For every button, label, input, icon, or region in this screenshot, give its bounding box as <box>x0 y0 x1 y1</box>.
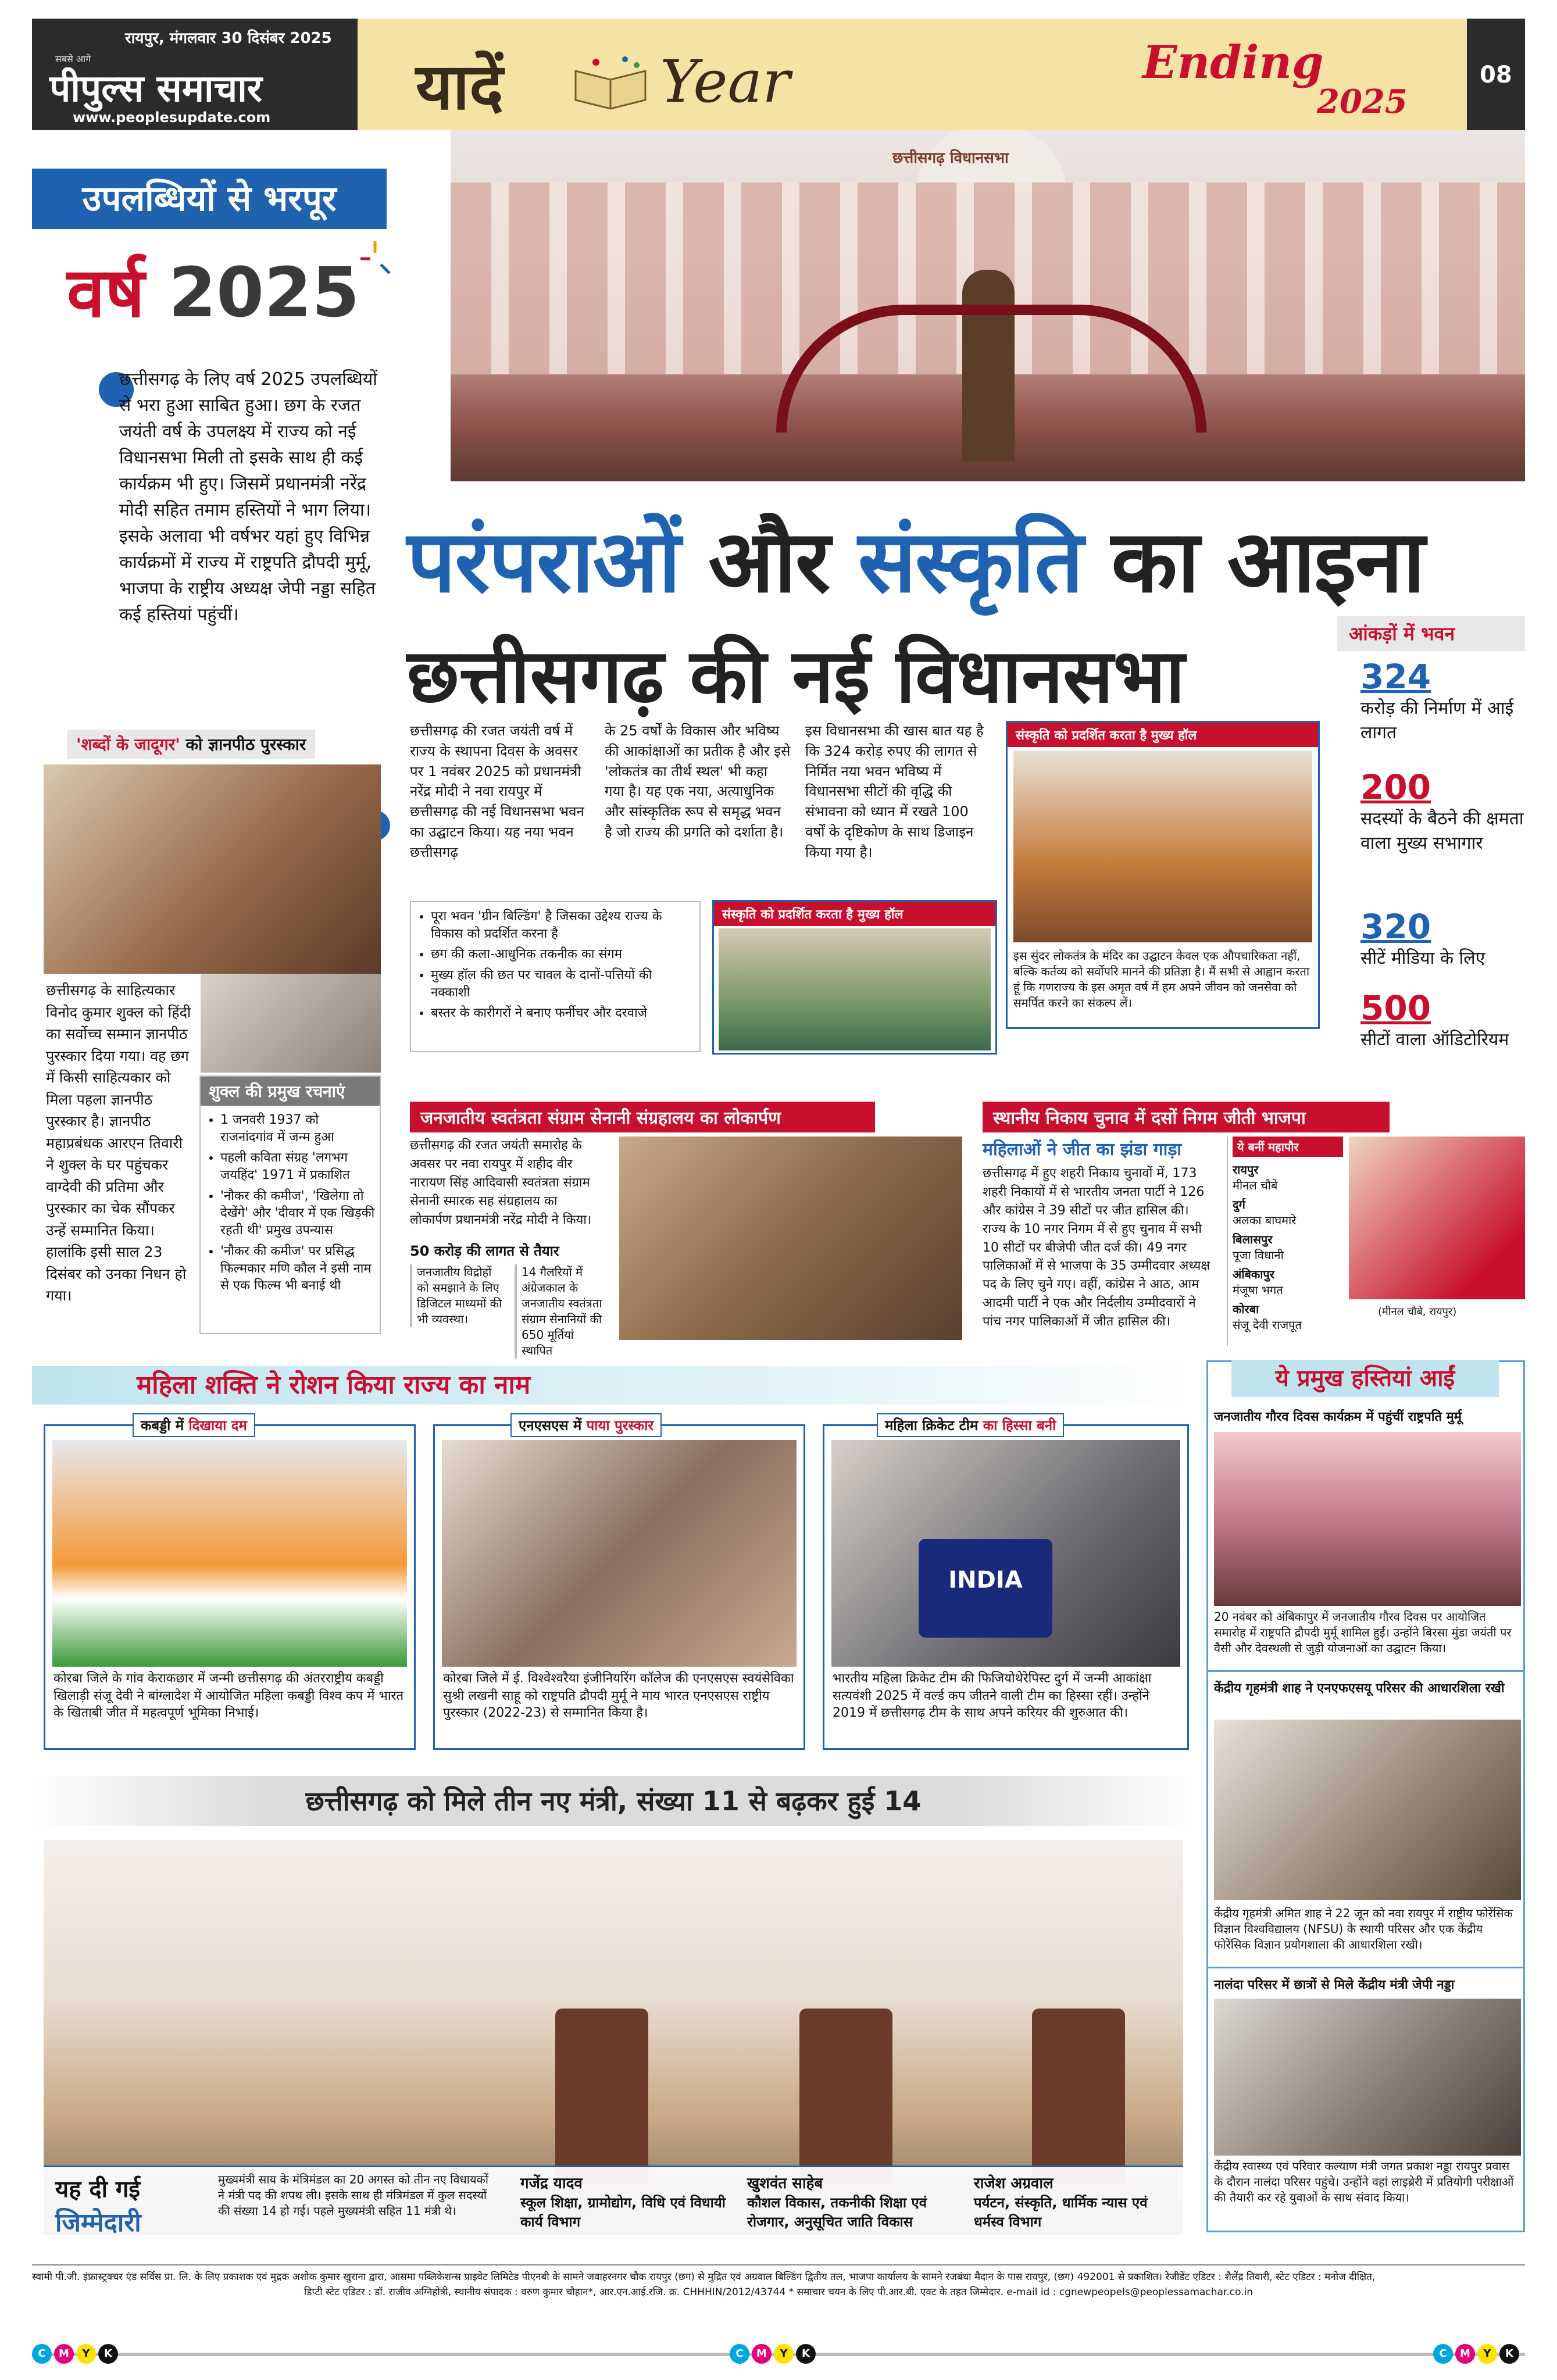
minister-entry <box>747 2172 956 2231</box>
works-title: शुक्ल की प्रमुख रचनाएं <box>201 1077 380 1106</box>
president-murmu-photo <box>1214 1432 1521 1606</box>
amit-shah-photo <box>1214 1720 1521 1900</box>
stat-number: 324 <box>1360 657 1431 696</box>
jnanpith-tag <box>67 730 315 759</box>
cmyk-c: C <box>730 2344 749 2364</box>
page-number: 08 <box>1480 62 1512 88</box>
intro-heading: उपलब्धियों से भरपूर <box>32 169 387 229</box>
stat-number: 320 <box>1360 907 1431 946</box>
jersey <box>919 1539 1052 1638</box>
masthead <box>32 19 1525 130</box>
stat-label: सीटों वाला ऑडिटोरियम <box>1360 1030 1509 1050</box>
jnanpith-tag-b: को ज्ञानपीठ पुरस्कार <box>185 735 306 754</box>
mayor-city: रायपुर <box>1233 1163 1259 1177</box>
features-list <box>416 908 695 1022</box>
work-item: • 'नौकर की कमीज' पर प्रसिद्ध फिल्मकार मणि कौल ने इसी नाम से एक फिल्म भी बनाई थी <box>220 1243 375 1295</box>
minister-dept: स्कूल शिक्षा, ग्रामोद्योग, विधि एवं विधायी कार्य विभाग <box>520 2195 726 2230</box>
minister-dept: कौशल विकास, तकनीकी शिक्षा एवं रोजगार, अनुसूचित जाति विकास <box>747 2195 927 2230</box>
museum-heading: जनजातीय स्वतंत्रता संग्राम सेनानी संग्रहालय का लोकार्पण <box>410 1102 875 1132</box>
minister-entry <box>974 2172 1177 2231</box>
intro-year-prefix: वर्ष <box>67 252 145 333</box>
minister-name: खुशवंत साहेब <box>747 2175 823 2192</box>
stat-label: करोड़ की निर्माण में आई लागत <box>1360 698 1514 743</box>
photo-caption: इस सुंदर लोकतंत्र के मंदिर का उद्घाटन केवल एक औपचारिकता नहीं, बल्कि कर्तव्य को सर्वोपरि मानने की प्रतिज्ञा है। मैं सभी से आह्वान करता हूं कि गणराज्य के इस अमृत वर्ष में हम अपने जीवन को जनसेवा को समर्पित करने का संकल्प लें। <box>1013 949 1310 1010</box>
mayor-city: बिलासपुर <box>1233 1232 1273 1246</box>
work-item: • 1 जनवरी 1937 को राजनांदगांव में जन्म हुआ <box>220 1112 375 1146</box>
museum-body: छत्तीसगढ़ की रजत जयंती समारोह के अवसर पर नवा रायपुर में शहीद वीर नारायण सिंह आदिवासी स्वतंत्रता संग्राम सेनानी स्मारक सह संग्रहालय का लोकार्पण प्रधानमंत्री नरेंद्र मोदी ने किया। <box>410 1138 592 1227</box>
jersey-text: INDIA <box>948 1567 1023 1593</box>
card-tag <box>877 1413 1064 1437</box>
mayor-name: संजू देवी राजपूत <box>1233 1318 1302 1332</box>
story-col-1: छत्तीसगढ़ की रजत जयंती वर्ष में राज्य के स्थापना दिवस के अवसर पर 1 नवंबर 2025 को प्रधानमंत्री नरेंद्र मोदी ने नवा रायपुर में छत्तीसगढ़ की नई विधानसभा भवन का उद्घाटन किया। यह नया भवन छत्तीसगढ़ <box>410 723 584 860</box>
headline-line1 <box>407 500 1424 617</box>
date-line: रायपुर, मंगलवार 30 दिसंबर 2025 <box>125 30 332 47</box>
card-tag-a: कबड्डी में <box>141 1417 184 1434</box>
jnanpith-section <box>32 730 387 1334</box>
intro-year-number: 2025 <box>168 252 360 333</box>
assembly-hall-photo <box>719 928 991 1050</box>
feature-item: • पूरा भवन 'ग्रीन बिल्डिंग' है जिसका उद्देश्य राज्य के विकास को प्रदर्शित करना है <box>431 908 695 942</box>
features-box <box>410 901 701 1052</box>
museum-section <box>410 1102 968 1357</box>
podium-3 <box>1032 2009 1125 2183</box>
museum-photo <box>619 1137 962 1340</box>
stat-item <box>1360 767 1525 856</box>
photo-tag: संस्कृति को प्रदर्शित करता है मुख्य हॉल <box>714 902 995 926</box>
story-col-2: के 25 वर्षों के विकास और भविष्य की आकांक्षाओं का प्रतीक है और इसे 'लोकतंत्र का तीर्थ स्थल' भी कहा गया है। यह एक नया, अत्याधुनिक और सांस्कृतिक रूप से समृद्ध भवन है जो राज्य की प्रगति को दर्शाता है। <box>605 723 791 840</box>
mayor-city: दुर्ग <box>1233 1198 1245 1212</box>
divider <box>1208 1670 1523 1672</box>
responsibility-intro: मुख्यमंत्री साय के मंत्रिमंडल का 20 अगस्त को तीन नए विधायकों ने मंत्री पद की शपथ ली। इसके साथ ही मंत्रिमंडल में कुल सदस्यों की संख्या 14 हो गई। पहले मुख्यमंत्री सहित 11 मंत्री थे। <box>218 2172 489 2218</box>
stat-item <box>1360 988 1525 1052</box>
works-list <box>201 1106 380 1304</box>
work-item: • पहली कविता संग्रह 'लगभग जयहिंद' 1971 में प्रकाशित <box>220 1149 375 1184</box>
personalities-heading: ये प्रमुख हस्तियां आईं <box>1231 1360 1499 1397</box>
page-number-box <box>1467 19 1525 130</box>
imprint <box>32 2264 1525 2300</box>
cmyk-y: Y <box>774 2344 794 2364</box>
card-tag-a: एनएसएस में <box>519 1417 582 1434</box>
mayor-list-title: ये बनीं महापौर <box>1233 1137 1343 1157</box>
responsibility-title <box>55 2172 195 2239</box>
headline-word-4: का आइना <box>1111 512 1424 612</box>
headline-line2: छत्तीसगढ़ की नई विधानसभा <box>407 633 1185 720</box>
civic-section <box>983 1102 1525 1346</box>
cmyk-marks-right <box>1433 2344 1522 2364</box>
stat-label: सदस्यों के बैठने की क्षमता वाला मुख्य सभागार <box>1360 809 1524 853</box>
brand-small: सबसे आगे <box>55 53 91 65</box>
women-section <box>32 1366 1195 1761</box>
mayor-city: कोरबा <box>1233 1302 1259 1316</box>
brand-logo: पीपुल्स समाचार <box>49 67 262 110</box>
card-caption: कोरबा जिले के गांव केराकछार में जन्मी छत्तीसगढ़ की अंतरराष्ट्रीय कबड्डी खिलाड़ी संजू देवी ने बांग्लादेश में आयोजित महिला कबड्डी विश्व कप में भारत के खिताबी जीत में महत्वपूर्ण भूमिका निभाई। <box>53 1671 404 1721</box>
women-card-kabaddi <box>44 1417 416 1750</box>
museum-cost: 50 करोड़ की लागत से तैयार <box>410 1243 559 1259</box>
cmyk-k: K <box>1499 2344 1519 2364</box>
main-hall-photo-box-1 <box>1006 721 1320 1029</box>
mayor-name: अलका बाघमारे <box>1233 1213 1297 1227</box>
mayor-list-box <box>1227 1137 1343 1346</box>
personality-caption: केंद्रीय गृहमंत्री अमित शाह ने 22 जून को नवा रायपुर में राष्ट्रीय फोरेंसिक विज्ञान विश्वविद्यालय (NFSU) के स्थायी परिसर और एक केंद्रीय फोरेंसिक विज्ञान प्रयोगशाला की आधारशिला रखी। <box>1214 1906 1513 1952</box>
women-card-nss <box>433 1417 805 1750</box>
intro-year <box>67 243 359 337</box>
feature-item: • मुख्य हॉल की छत पर चावल के दानों-पत्तियों की नक्काशी <box>431 967 695 1001</box>
cricket-jersey-photo <box>831 1440 1180 1667</box>
card-caption: कोरबा जिले में ई. विश्वेश्वरैया इंजीनियरिंग कॉलेज की एनएसएस स्वयंसेविका सुश्री लखनी साहू को राष्ट्रपति द्रौपदी मुर्मू ने माय भारत एनएसएस राष्ट्रीय पुरस्कार (2022-23) से सम्मानित किया है। <box>443 1671 794 1721</box>
personality-title: जनजातीय गौरव दिवस कार्यक्रम में पहुंचीं राष्ट्रपति मुर्मू <box>1214 1410 1462 1424</box>
ministers-section <box>32 1776 1195 2238</box>
responsibility-title-b: जिम्मेदारी <box>55 2208 141 2238</box>
feature-item: • छग की कला-आधुनिक तकनीक का संगम <box>431 946 695 963</box>
responsibility-box <box>44 2165 1183 2238</box>
cmyk-k: K <box>98 2344 118 2364</box>
cmyk-marks-center <box>730 2344 818 2364</box>
card-tag <box>510 1413 662 1437</box>
assembly-building-photo <box>451 130 1525 481</box>
imprint-line-2: डिप्टी स्टेट एडिटर : डॉ. राजीव अग्निहोत्री, स्थानीय संपादक : वरुण कुमार चौहान*, आर.एन.आई.रजि. क्र. CHHHIN/2012/43744 * समाचार चयन के लिए पी.आर.बी. एक्ट के तहत जिम्मेदार. e-mail id : cgnewpeopels@peoplessamachar.co.in <box>303 2286 1254 2298</box>
civic-heading: स्थानीय निकाय चुनाव में दसों निगम जीती भाजपा <box>983 1102 1390 1132</box>
museum-bullet-1: जनजातीय विद्रोहों को समझाने के लिए डिजिटल माध्यमों की भी व्यवस्था। <box>410 1264 503 1327</box>
brand-block <box>32 19 358 130</box>
jnanpith-tag-a: 'शब्दों के जादूगर' <box>76 735 180 754</box>
ending-year: 2025 <box>1317 83 1408 121</box>
cmyk-m: M <box>54 2344 74 2364</box>
minister-name: गजेंद्र यादव <box>520 2175 583 2192</box>
book-icon <box>573 53 648 117</box>
inauguration-photo <box>1013 751 1312 942</box>
card-tag-b: पाया पुरस्कार <box>586 1417 654 1434</box>
mayor-city: अंबिकापुर <box>1233 1267 1274 1281</box>
stat-number: 200 <box>1360 767 1431 807</box>
personality-caption: केंद्रीय स्वास्थ्य एवं परिवार कल्याण मंत्री जगत प्रकाश नड्डा रायपुर प्रवास के दौरान नालंदा परिसर पहुंचे। उन्होंने वहां लाइब्रेरी में प्रतियोगी परीक्षाओं की तैयारी कर रहे युवाओं के साथ संवाद किया। <box>1214 2159 1514 2204</box>
headline-word-2: और <box>708 512 830 612</box>
mayor-name: मंजूषा भगत <box>1233 1283 1283 1297</box>
minister-entry <box>520 2172 730 2231</box>
cmyk-k: K <box>796 2344 816 2364</box>
cmyk-c: C <box>32 2344 52 2364</box>
civic-body: छत्तीसगढ़ में हुए शहरी निकाय चुनावों में, 173 शहरी निकायों में से भारतीय जनता पार्टी ने 126 और कांग्रेस ने 39 सीटों पर जीत हासिल की। राज्य के 10 नगर निगम में से हुए चुनाव में सभी 10 सीटों पर बीजेपी जीत दर्ज की। 49 नगर पालिकाओं में से भाजपा के 35 उम्मीदवार अध्यक्ष पद के लिए चुने गए। वहीं, कांग्रेस ने आठ, आम आदमी पार्टी ने एक और निर्दलीय उम्मीदवारों ने पांच नगर पालिकाओं में जीत हासिल की। <box>983 1166 1210 1330</box>
mayor-name: पूजा विधानी <box>1233 1248 1284 1262</box>
card-tag-a: महिला क्रिकेट टीम <box>885 1417 979 1434</box>
year-script: Year <box>660 48 790 116</box>
vinod-kumar-shukla-photo <box>201 974 381 1073</box>
cmyk-y: Y <box>76 2344 96 2364</box>
card-caption: भारतीय महिला क्रिकेट टीम की फिजियोथेरेपिस्ट दुर्ग में जन्मी आकांक्षा सत्यवंशी 2025 में वर्ल्ड कप जीतने वाली टीम का हिस्सा रहीं। उन्होंने 2019 में छत्तीसगढ़ टीम के साथ अपने करियर की शुरुआत की। <box>833 1671 1152 1721</box>
ministers-heading: छत्तीसगढ़ को मिले तीन नए मंत्री, संख्या 11 से बढ़कर हुई 14 <box>32 1776 1195 1826</box>
intro-box <box>32 169 387 692</box>
nss-award-photo <box>442 1440 797 1667</box>
cmyk-marks-left <box>32 2344 120 2364</box>
women-card-cricket <box>823 1417 1189 1750</box>
civic-subhead: महिलाओं ने जीत का झंडा गाड़ा <box>983 1139 1182 1160</box>
red-curtain <box>776 305 1206 433</box>
minister-dept: पर्यटन, संस्कृति, धार्मिक न्यास एवं धर्मस्व विभाग <box>974 2195 1148 2230</box>
stat-item <box>1360 907 1525 971</box>
website[interactable]: www.peoplesupdate.com <box>73 109 271 126</box>
minister-name: राजेश अग्रवाल <box>974 2175 1054 2192</box>
main-hall-photo-box-2 <box>712 900 997 1055</box>
hero-label: छत्तीसगढ़ विधानसभा <box>892 149 1009 167</box>
personality-caption: 20 नवंबर को अंबिकापुर में जनजातीय गौरव दिवस पर आयोजित समारोह में राष्ट्रपति द्रौपदी मुर्मू शामिल हुईं। उन्होंने बिरसा मुंडा जयंती पर वैसी और देवस्थली से जुड़ी योजनाओं का उद्घाटन किया। <box>1214 1610 1512 1655</box>
intro-body: छत्तीसगढ़ के लिए वर्ष 2025 उपलब्धियों से भरा हुआ साबित हुआ। छग के रजत जयंती वर्ष के उपलक्ष्य में राज्य को नई विधानसभा मिली तो इसके साथ ही कई कार्यक्रम भी हुए। जिसमें प्रधानमंत्री नरेंद्र मोदी सहित तमाम हस्तियों ने भाग लिया। इसके अलावा भी वर्षभर यहां हुए विभिन्न कार्यक्रमों में राज्य में राष्ट्रपति द्रौपदी मुर्मू, भाजपा के राष्ट्रीय अध्यक्ष जेपी नड्डा सहित कई हस्तियां पहुंचीं। <box>119 369 378 625</box>
mayor-photo-caption: (मीनल चौबे, रायपुर) <box>1378 1306 1457 1318</box>
stats-title: आंकड़ों में भवन <box>1337 616 1525 651</box>
stat-item <box>1360 657 1525 745</box>
responsibility-title-a: यह दी गई <box>55 2176 141 2203</box>
museum-bullet-2: 14 गैलरियों में अंग्रेजकाल के जनजातीय स्वतंत्रता संग्राम सेनानियों की 650 मूर्तियां स्थापित <box>515 1264 608 1359</box>
headline-word-1: परंपराओं <box>407 512 680 612</box>
headline-word-3: संस्कृति <box>858 512 1083 612</box>
personality-title: केंद्रीय गृहमंत्री शाह ने एनएफएसयू परिसर की आधारशिला रखी <box>1214 1681 1505 1696</box>
cmyk-m: M <box>1455 2344 1475 2364</box>
stat-number: 500 <box>1360 988 1431 1028</box>
jnanpith-body: छत्तीसगढ़ के साहित्यकार विनोद कुमार शुक्ल को हिंदी का सर्वोच्च सम्मान ज्ञानपीठ पुरस्कार दिया गया। वह छग में किसी साहित्यकार को मिला पहला ज्ञानपीठ पुरस्कार है। ज्ञानपीठ महाप्रबंधक आरएन तिवारी ने शुक्ल के घर पहुंचकर वाग्देवी की प्रतिमा और पुरस्कार का चेक सौंपकर उन्हें सम्मानित किया। हालांकि इसी साल 23 दिसंबर को उनका निधन हो गया। <box>46 982 191 1304</box>
works-box <box>199 1075 381 1334</box>
card-tag-b: दिखाया दम <box>188 1417 247 1434</box>
story-col-3: इस विधानसभा की खास बात यह है कि 324 करोड़ रुपए की लागत से निर्मित नया भवन भविष्य में विधानसभा सीटों की वृद्धि की संभावना को ध्यान में रखते 100 वर्षों के दृष्टिकोण के साथ डिजाइन किया गया है। <box>805 723 984 860</box>
cmyk-c: C <box>1433 2344 1453 2364</box>
work-item: • 'नौकर की कमीज', 'खिलेगा तो देखेंगे' और 'दीवार में एक खिड़की रहती थी' प्रमुख उपन्यास <box>220 1188 375 1239</box>
divider <box>1208 1967 1523 1968</box>
stats-box <box>1337 616 1525 1093</box>
podium-2 <box>799 2009 892 2183</box>
cmyk-y: Y <box>1477 2344 1497 2364</box>
yaadein-title: यादें <box>416 49 503 124</box>
women-heading: महिला शक्ति ने रोशन किया राज्य का नाम <box>32 1366 1189 1405</box>
mayor-name: मीनल चौबे <box>1233 1178 1278 1192</box>
award-ceremony-photo <box>44 764 381 974</box>
imprint-line-1: स्वामी पी.जी. इंफ्रास्ट्रक्चर एंड सर्विस प्रा. लि. के लिए प्रकाशक एवं मुद्रक अशोक कुमार खुराना द्वारा, आसमा पब्लिकेशन्स प्राइवेट लिमिटेड पीएनबी के सामने जवाहरनगर चौक रायपुर (छग) से मुद्रित एवं अग्रवाल बिल्डिंग द्वितीय तल, भाजपा कार्यालय के सामने रजबंधा मैदान के पास रायपुर, (छग) 492001 से प्रकाशित। रेजीडेंट एडिटर : शैलेंद्र तिवारी, स्टेट एडिटर : मनोज दीक्षित, <box>32 2271 1376 2283</box>
feature-item: • बस्तर के कारीगरों ने बनाए फर्नीचर और दरवाजे <box>431 1005 695 1022</box>
podium-1 <box>555 2009 648 2183</box>
jp-nadda-photo <box>1214 1999 1521 2156</box>
sparkle-icon <box>358 238 392 279</box>
card-tag <box>133 1413 255 1437</box>
personality-title: नालंदा परिसर में छात्रों से मिले केंद्रीय मंत्री जेपी नड्डा <box>1214 1978 1455 1992</box>
stat-label: सीटें मीडिया के लिए <box>1360 948 1485 969</box>
kabaddi-player-photo <box>52 1440 407 1667</box>
mayor-photo <box>1349 1137 1525 1299</box>
ending-label: Ending <box>1142 36 1324 89</box>
cmyk-strip <box>32 2343 1525 2366</box>
personalities-section <box>1206 1360 1525 2232</box>
cmyk-m: M <box>752 2344 772 2364</box>
card-tag-b: का हिस्सा बनी <box>983 1417 1056 1434</box>
photo-tag: संस्कृति को प्रदर्शित करता है मुख्य हॉल <box>1008 723 1318 747</box>
